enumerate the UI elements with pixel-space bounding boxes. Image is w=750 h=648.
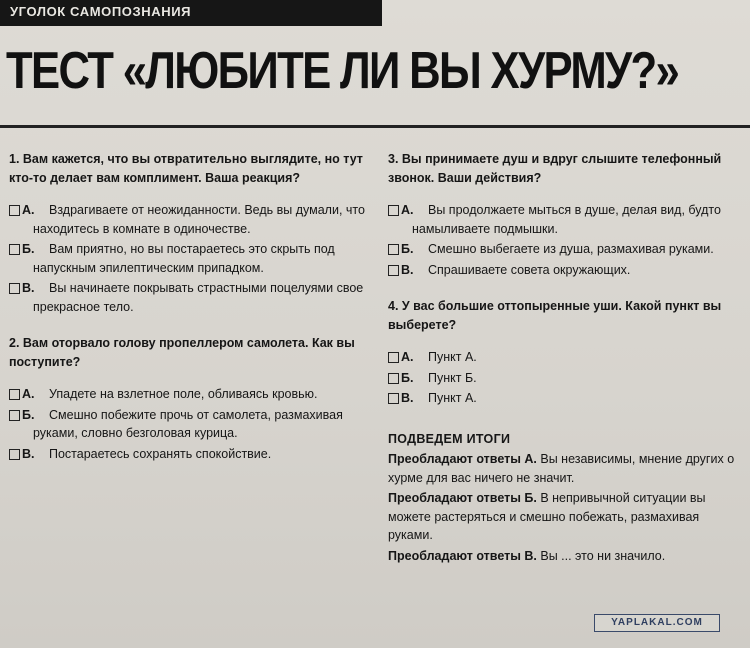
- page-title: ТЕСТ «ЛЮБИТЕ ЛИ ВЫ ХУРМУ?»: [6, 42, 679, 100]
- result-c: [388, 547, 744, 566]
- checkbox-icon: [9, 410, 20, 421]
- option-letter: В.: [22, 281, 35, 295]
- option-letter: Б.: [401, 370, 414, 385]
- option-letter: Б.: [22, 407, 35, 422]
- result-text: Вы независимы, мнение других о хурме для вас ничего не значит.: [388, 452, 735, 485]
- option-text: Вздрагиваете от неожиданности. Ведь вы думали, что находитесь в комнате в одиночестве.: [33, 203, 365, 236]
- option-text: Смешно выбегаете из душа, размахивая руками.: [428, 242, 714, 256]
- option-text: Вы начинаете покрывать страстными поцелуями свое прекрасное тело.: [33, 281, 364, 314]
- answer-option: [388, 201, 744, 238]
- option-letter: Б.: [22, 242, 35, 256]
- section-banner: [0, 0, 382, 26]
- checkbox-icon: [388, 393, 399, 404]
- result-lead: Преобладают ответы А.: [388, 452, 537, 466]
- result-lead: Преобладают ответы В.: [388, 548, 537, 563]
- result-text: В непривычной ситуации вы можете растеряться и смешно побежать, размахивая руками.: [388, 491, 706, 542]
- answer-option: [388, 389, 744, 408]
- answer-option: [9, 406, 369, 443]
- checkbox-icon: [9, 449, 20, 460]
- answer-option: [388, 240, 744, 259]
- watermark-logo: YAPLAKAL.COM: [594, 614, 720, 632]
- option-text: Вы продолжаете мыться в душе, делая вид, будто намыливаете подмышки.: [412, 203, 721, 236]
- answer-option: [388, 369, 744, 388]
- right-column: [388, 150, 744, 567]
- option-letter: Б.: [401, 242, 414, 256]
- answer-option: [9, 279, 369, 316]
- result-b: [388, 489, 744, 545]
- option-letter: А.: [401, 203, 414, 217]
- option-letter: В.: [22, 446, 35, 461]
- checkbox-icon: [388, 373, 399, 384]
- option-text: Пункт А.: [428, 391, 477, 405]
- results-heading: ПОДВЕДЕМ ИТОГИ: [388, 431, 511, 446]
- option-letter: А.: [401, 350, 414, 364]
- left-column: [9, 150, 369, 465]
- option-text: Пункт А.: [428, 350, 477, 364]
- option-text: Смешно побежите прочь от самолета, размахивая руками, словно безголовая курица.: [33, 407, 343, 440]
- answer-option: [388, 261, 744, 280]
- question-3: 3. Вы принимаете душ и вдруг слышите телефонный звонок. Ваши действия?: [388, 152, 722, 185]
- answer-option: [9, 445, 369, 464]
- answer-option: [9, 240, 369, 277]
- option-text: Упадете на взлетное поле, обливаясь кровью.: [49, 387, 318, 401]
- answer-option: [388, 348, 744, 367]
- option-letter: В.: [401, 391, 414, 405]
- answer-option: [9, 385, 369, 404]
- checkbox-icon: [388, 352, 399, 363]
- option-letter: В.: [401, 262, 414, 277]
- result-a: [388, 450, 744, 487]
- checkbox-icon: [9, 205, 20, 216]
- option-text: Спрашиваете совета окружающих.: [428, 262, 631, 277]
- checkbox-icon: [388, 244, 399, 255]
- option-text: Постараетесь сохранять спокойствие.: [49, 446, 272, 461]
- answer-option: [9, 201, 369, 238]
- option-text: Вам приятно, но вы постараетесь это скрыть под напускным эпилептическим припадком.: [33, 242, 335, 275]
- option-letter: А.: [22, 203, 35, 217]
- option-text: Пункт Б.: [428, 370, 477, 385]
- checkbox-icon: [9, 283, 20, 294]
- checkbox-icon: [388, 205, 399, 216]
- question-2: 2. Вам оторвало голову пропеллером самолета. Как вы поступите?: [9, 336, 355, 369]
- checkbox-icon: [388, 265, 399, 276]
- question-4: 4. У вас большие оттопыренные уши. Какой пункт вы выберете?: [388, 299, 722, 332]
- result-text: Вы ... это ни значило.: [540, 548, 666, 563]
- result-lead: Преобладают ответы Б.: [388, 491, 537, 505]
- checkbox-icon: [9, 389, 20, 400]
- checkbox-icon: [9, 244, 20, 255]
- section-label: УГОЛОК САМОПОЗНАНИЯ: [10, 4, 192, 19]
- question-1: 1. Вам кажется, что вы отвратительно выглядите, но тут кто-то делает вам комплимент. Ваша реакция?: [9, 152, 363, 185]
- option-letter: А.: [22, 387, 35, 401]
- title-divider: [0, 125, 750, 128]
